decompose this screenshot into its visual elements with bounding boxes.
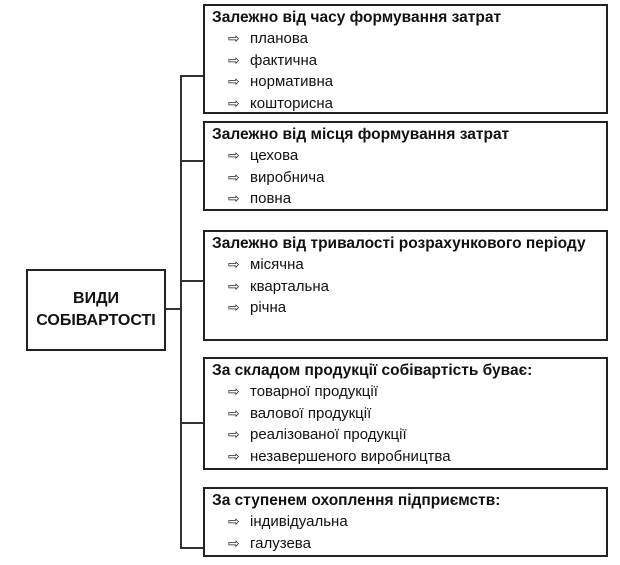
list-item bbox=[212, 424, 600, 446]
arrow-right-icon: ⇨ bbox=[228, 147, 240, 163]
category-title: Залежно від часу формування затрат bbox=[212, 9, 502, 26]
list-item bbox=[212, 145, 600, 167]
category-title: Залежно від місця формування затрат bbox=[212, 126, 510, 143]
item-label: квартальна bbox=[250, 277, 329, 295]
list-item bbox=[212, 276, 600, 298]
list-item bbox=[212, 446, 600, 468]
category-title: За ступенем охоплення підприємств: bbox=[212, 492, 501, 509]
arrow-right-icon: ⇨ bbox=[228, 168, 240, 185]
item-label: галузева bbox=[250, 534, 311, 552]
item-label: валової продукції bbox=[250, 404, 372, 422]
arrow-right-icon: ⇨ bbox=[228, 30, 240, 46]
arrow-right-icon: ⇨ bbox=[228, 513, 240, 529]
list-item bbox=[212, 28, 600, 50]
list-item bbox=[212, 50, 600, 72]
item-label: цехова bbox=[250, 147, 299, 164]
root-title-line2: СОБІВАРТОСТІ bbox=[36, 312, 156, 329]
arrow-right-icon: ⇨ bbox=[228, 534, 240, 551]
branch-1 bbox=[180, 75, 203, 77]
arrow-right-icon: ⇨ bbox=[228, 447, 240, 464]
item-label: повна bbox=[250, 190, 292, 207]
category-coverage bbox=[203, 487, 608, 557]
item-label: реалізованої продукції bbox=[250, 426, 407, 443]
branch-2 bbox=[180, 160, 203, 162]
root-title-line1: ВИДИ bbox=[73, 290, 119, 307]
item-label: кошторисна bbox=[250, 94, 333, 112]
arrow-right-icon: ⇨ bbox=[228, 426, 240, 442]
category-composition bbox=[203, 357, 608, 470]
category-time bbox=[203, 4, 608, 114]
item-label: фактична bbox=[250, 51, 318, 69]
list-item bbox=[212, 511, 600, 533]
list-item bbox=[212, 403, 600, 425]
list-item bbox=[212, 254, 600, 276]
arrow-right-icon: ⇨ bbox=[228, 190, 240, 206]
list-item bbox=[212, 188, 600, 210]
category-title: Залежно від тривалості розрахункового періоду bbox=[212, 235, 586, 252]
item-label: виробнича bbox=[250, 168, 325, 186]
arrow-right-icon: ⇨ bbox=[228, 73, 240, 89]
list-item bbox=[212, 297, 600, 319]
arrow-right-icon: ⇨ bbox=[228, 277, 240, 294]
arrow-right-icon: ⇨ bbox=[228, 256, 240, 272]
item-label: нормативна bbox=[250, 73, 334, 90]
item-label: індивідуальна bbox=[250, 513, 348, 530]
root-node bbox=[26, 269, 166, 351]
trunk-line bbox=[180, 75, 182, 549]
branch-3 bbox=[180, 280, 203, 282]
item-label: незавершеного виробництва bbox=[250, 447, 451, 465]
list-item bbox=[212, 93, 600, 115]
root-connector bbox=[166, 308, 181, 310]
branch-5 bbox=[180, 547, 203, 549]
item-label: місячна bbox=[250, 256, 304, 273]
item-label: планова bbox=[250, 30, 308, 47]
list-item bbox=[212, 533, 600, 555]
item-label: річна bbox=[250, 299, 287, 316]
category-period bbox=[203, 230, 608, 341]
arrow-right-icon: ⇨ bbox=[228, 383, 240, 399]
list-item bbox=[212, 71, 600, 93]
item-label: товарної продукції bbox=[250, 383, 378, 400]
arrow-right-icon: ⇨ bbox=[228, 299, 240, 315]
list-item bbox=[212, 381, 600, 403]
branch-4 bbox=[180, 422, 203, 424]
arrow-right-icon: ⇨ bbox=[228, 51, 240, 68]
category-place bbox=[203, 121, 608, 211]
arrow-right-icon: ⇨ bbox=[228, 404, 240, 421]
list-item bbox=[212, 167, 600, 189]
category-title: За складом продукції собівартість буває: bbox=[212, 362, 533, 379]
arrow-right-icon: ⇨ bbox=[228, 94, 240, 111]
